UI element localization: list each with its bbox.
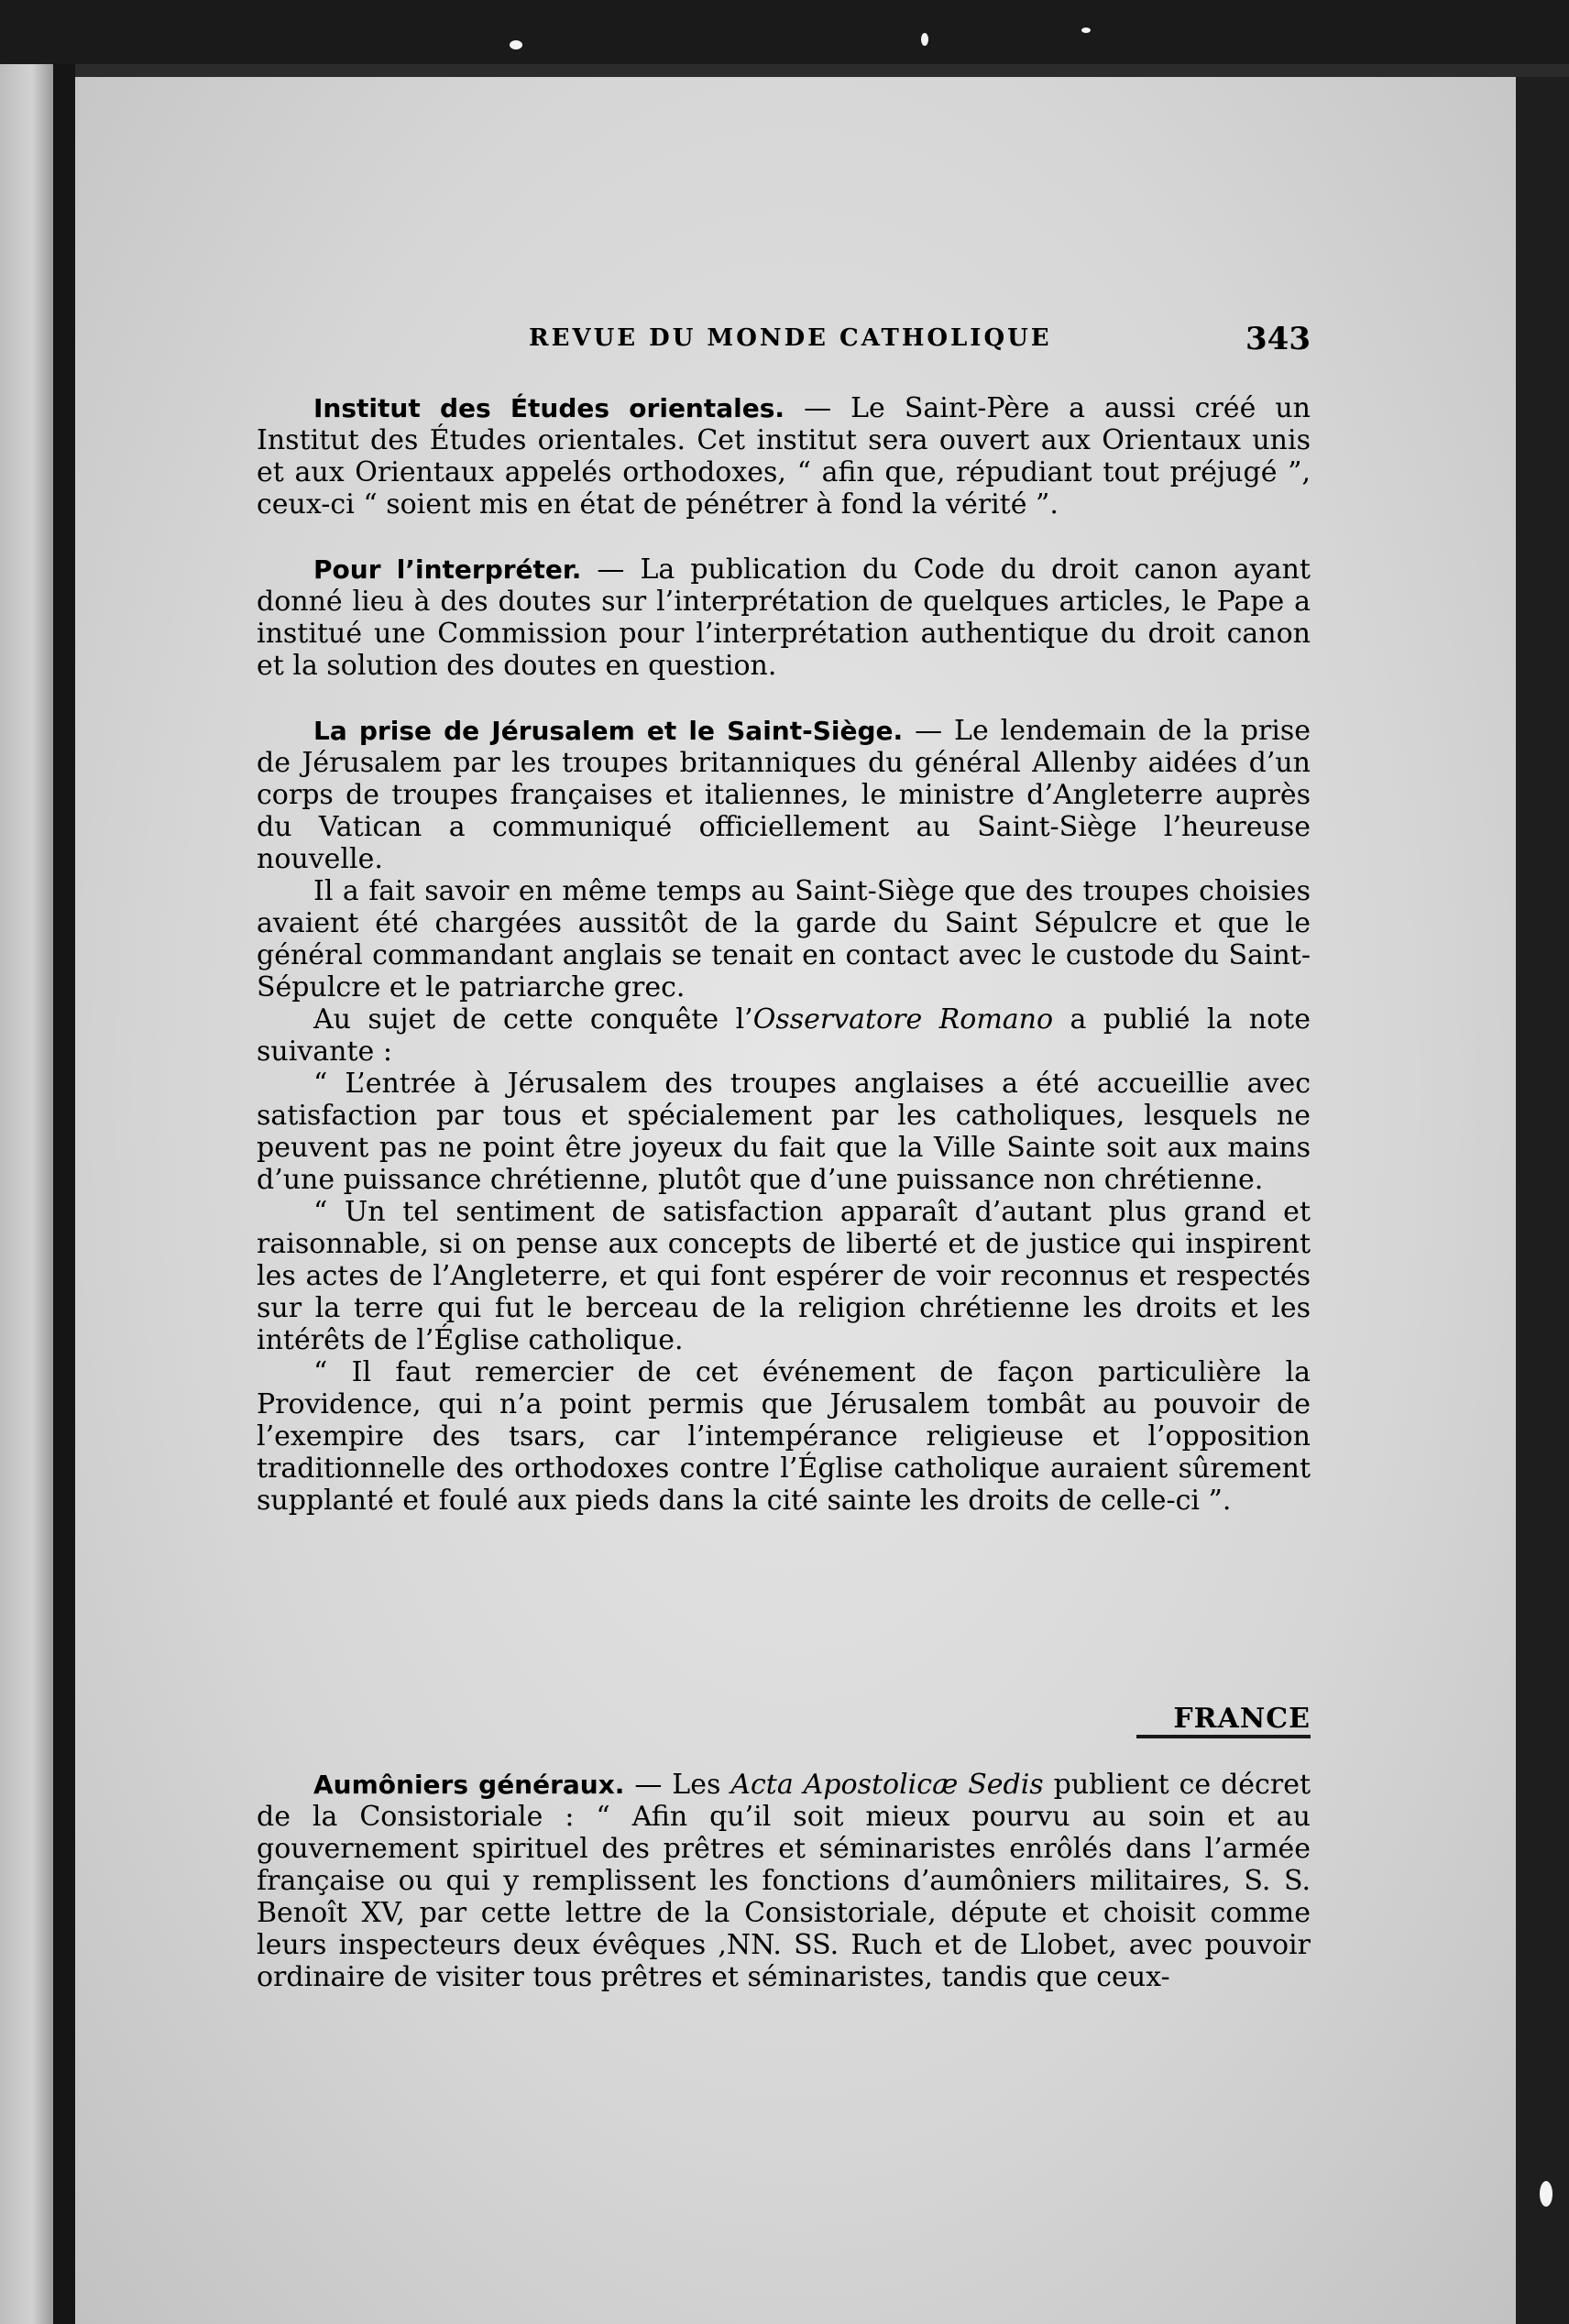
section-text: — Le Saint-Père a aussi créé un Institut des Études orientales. Cet institut sera ouvert aux Orientaux unis et aux Orientaux appelés orthodoxes, “ afin que, répudiant tout préjugé ”, ceux-ci “ soient mis en état de pénétrer à fond la vérité ”.: [257, 392, 1311, 521]
paragraph-text: Il a fait savoir en même temps au Saint-Siège que des troupes choisies avaient été chargées aussitôt de la garde du Saint Sépulcre et que le général commandant anglais se tenait en contact avec le custode du Saint-Sépulcre et le patriarche grec.: [257, 875, 1311, 1003]
paragraph-text: “ L’entrée à Jérusalem des troupes anglaises a été accueillie avec satisfaction par tous et spécialement par les catholiques, lesquels ne peuvent pas ne point être joyeux du fait que la Ville Sainte soit aux mains d’une puissance chrétienne, plutôt que d’une puissance non chrétienne.: [257, 1068, 1311, 1196]
article-body: [257, 392, 1311, 1550]
paragraph: [257, 1003, 1311, 1068]
dust-speck: [1081, 27, 1091, 33]
section-text: publient ce décret de la Consistoriale : “ Afin qu’il soit mieux pourvu au soin et au gouvernement spirituel des prêtres et séminaristes enrôlés dans l’armée française ou qui y remplissent les fonctions d’aumôniers militaires, S. S. Benoît XV, par cette lettre de la Consistoriale, députe et choisit comme leurs inspecteurs deux évêques ,NN. SS. Ruch et de Llobet, avec pouvoir ordinaire de visiter tous prêtres et séminaristes, tandis que ceux-: [257, 1769, 1311, 1993]
page-number: 343: [1245, 321, 1311, 357]
paragraph: [257, 554, 1311, 682]
paragraph-text: Au sujet de cette conquête l’: [313, 1003, 753, 1036]
section-lead: Pour l’interpréter.: [313, 554, 582, 585]
running-head: REVUE DU MONDE CATHOLIQUE: [529, 324, 1052, 352]
section-lead: La prise de Jérusalem et le Saint-Siège.: [313, 716, 904, 746]
italic-title: Acta Apostolicæ Sedis: [730, 1769, 1044, 1801]
paragraph: [257, 1356, 1311, 1517]
dust-speck: [921, 33, 928, 46]
dust-speck: [1540, 2181, 1553, 2207]
section-lead: Institut des Études orientales.: [313, 393, 785, 423]
paragraph: [257, 392, 1311, 521]
paragraph: [257, 1196, 1311, 1356]
page-header: [234, 321, 1311, 357]
dust-speck: [510, 40, 522, 49]
film-gap: [53, 64, 75, 2324]
section-heading-france: FRANCE: [1136, 1703, 1311, 1738]
paragraph-text: a publié la note suivante :: [257, 1003, 1311, 1068]
france-body: [257, 1769, 1311, 1993]
jerusalem-paragraphs: [257, 875, 1311, 1517]
italic-title: Osservatore Romano: [752, 1003, 1054, 1036]
paragraph: [257, 1769, 1311, 1993]
adjacent-film-frame: [0, 64, 53, 2324]
paragraph: [257, 715, 1311, 875]
paragraph: [257, 875, 1311, 1003]
section-text: — Le lendemain de la prise de Jérusalem par les troupes britanniques du général Allenby aidées d’un corps de troupes françaises et italiennes, le ministre d’Angleterre auprès du Vatican a communiqué officiellement au Saint-Siège l’heureuse nouvelle.: [257, 715, 1311, 875]
paragraph-text: “ Un tel sentiment de satisfaction apparaît d’autant plus grand et raisonnable, si on pense aux concepts de liberté et de justice qui inspirent les actes de l’Angleterre, et qui font espérer de voir reconnus et respectés sur la terre qui fut le berceau de la religion chrétienne les droits et les intérêts de l’Église catholique.: [257, 1196, 1311, 1356]
section-institut: [257, 392, 1311, 521]
section-jerusalem: [257, 715, 1311, 1517]
section-interpreter: [257, 554, 1311, 682]
paragraph-text: “ Il faut remercier de cet événement de façon particulière la Providence, qui n’a point permis que Jérusalem tombât au pouvoir de l’exempire des tsars, car l’intempérance religieuse et l’opposition traditionnelle des orthodoxes contre l’Église catholique auraient sûrement supplanté et foulé aux pieds dans la cité sainte les droits de celle-ci ”.: [257, 1356, 1311, 1517]
section-text: — Les: [624, 1769, 731, 1801]
section-lead: Aumôniers généraux.: [313, 1770, 625, 1800]
page-right-edge: [1516, 77, 1569, 2324]
section-text: — La publication du Code du droit canon ayant donné lieu à des doutes sur l’interprétation de quelques articles, le Pape a institué une Commission pour l’interprétation authentique du droit canon et la solution des doutes en question.: [257, 554, 1311, 682]
film-top-band: [0, 0, 1569, 64]
paragraph: [257, 1068, 1311, 1196]
